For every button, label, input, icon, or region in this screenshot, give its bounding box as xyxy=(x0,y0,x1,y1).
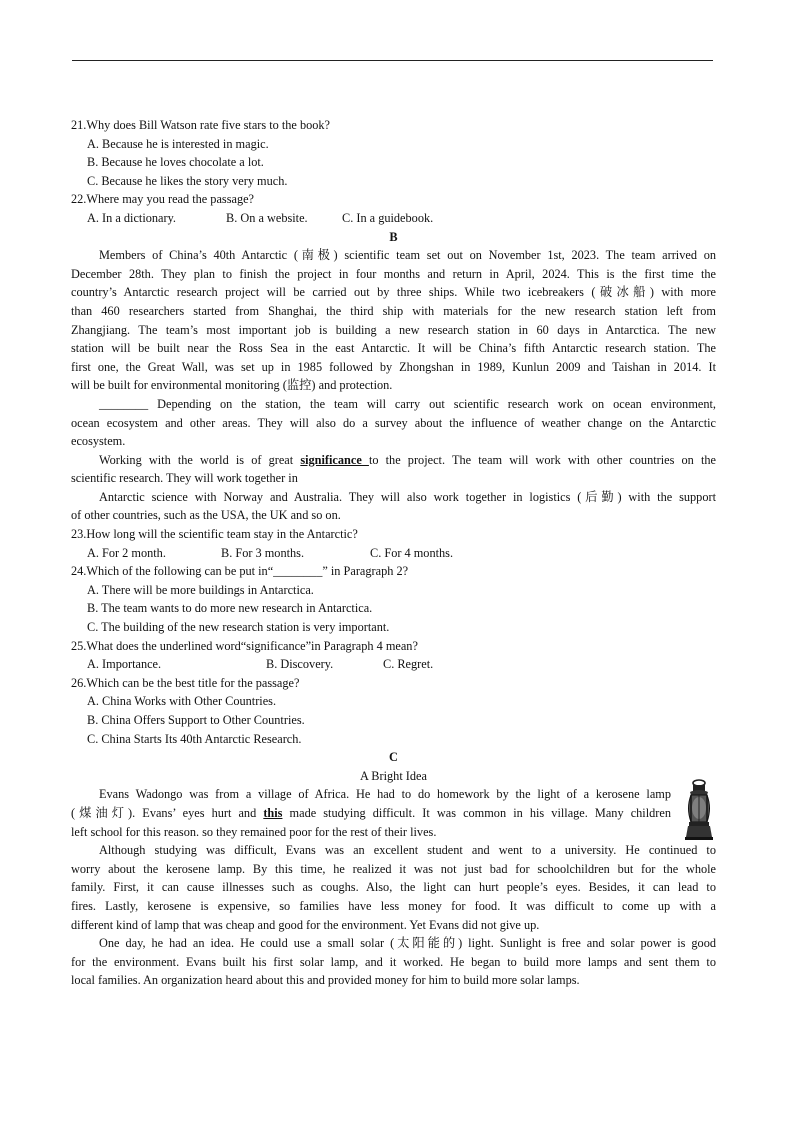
q25-stem: 25.What does the underlined word“significance”in Paragraph 4 mean? xyxy=(71,638,418,653)
q26-stem: 26.Which can be the best title for the passage? xyxy=(71,675,300,690)
b-p2-text: Depending on the station, the team will carry out scientific research work on ocean environment, xyxy=(148,396,716,411)
b-p1-line: than 460 researchers started from Shanghai, the third ship with materials for the new research station left from xyxy=(71,303,716,318)
c-p2-line: fires. Lastly, kerosene is expensive, so families have less money for food. It was difficult to come up with a xyxy=(71,898,716,913)
b-p3-line: scientific research. They will work together in xyxy=(71,471,298,486)
q25-option-b: B. Discovery. xyxy=(266,657,334,672)
b-p1-line: station will be built near the Ross Sea in the east Antarctic. It will be China’s fifth Antarctic research station. The xyxy=(71,341,716,356)
c-p2-line: Although studying was difficult, Evans was an excellent student and went to a university. He continued to xyxy=(99,843,716,858)
q22-stem: 22.Where may you read the passage? xyxy=(71,192,255,207)
section-b-paragraph-2 xyxy=(71,395,716,451)
q24-stem: 24.Which of the following can be put in“________” in Paragraph 2? xyxy=(71,564,409,579)
q21-option-c: C. Because he likes the story very much. xyxy=(87,173,288,188)
c-p3-line: One day, he had an idea. He could use a small solar (太阳能的) light. Sunlight is free and solar power is good xyxy=(99,936,716,951)
q25-option-a: A. Importance. xyxy=(87,657,162,672)
q24-option-c: C. The building of the new research station is very important. xyxy=(87,620,390,635)
q26-option-b: B. China Offers Support to Other Countries. xyxy=(87,713,305,727)
section-b-paragraph-4 xyxy=(71,488,716,525)
exam-page xyxy=(71,116,716,990)
section-b-heading: B xyxy=(389,229,398,244)
section-b-paragraph-1 xyxy=(71,246,716,395)
section-c-paragraph-2 xyxy=(71,841,716,934)
blank-line: ________ xyxy=(99,396,149,411)
q26-option-a: A. China Works with Other Countries. xyxy=(87,694,277,709)
c-p1-line xyxy=(71,804,671,823)
c-p1-text: (煤油灯). Evans’ eyes hurt and xyxy=(71,805,264,820)
section-c-heading: C xyxy=(389,750,398,765)
b-p1-line: will be built for environmental monitoring (监控) and protection. xyxy=(71,378,393,393)
q22-option-b: B. On a website. xyxy=(226,210,308,225)
q23-option-c: C. For 4 months. xyxy=(370,545,454,560)
q24-option-a: A. There will be more buildings in Antarctica. xyxy=(87,582,314,597)
b-p1-line: country’s Antarctic research project will be carried out by three ships. While two icebreakers (破冰船) with more xyxy=(71,285,716,300)
q25-options xyxy=(71,655,716,674)
b-p3-line xyxy=(71,451,716,470)
q21-option-a: A. Because he is interested in magic. xyxy=(87,136,269,151)
b-p2-line xyxy=(71,395,716,414)
c-p1-text: made studying difficult. It was common in his village. Many children xyxy=(282,805,671,820)
c-p2-line: worry about the kerosene lamp. By this time, he realized it was not just bad for schoolchildren but for the whole xyxy=(71,861,716,876)
b-p4-line: Antarctic science with Norway and Australia. They will also work together in logistics (后勤) with the support xyxy=(99,489,716,504)
section-c-paragraph-1 xyxy=(71,785,671,841)
c-p2-line: different kind of lamp that was cheap and good for the environment. Yet Evans did not give up. xyxy=(71,917,540,932)
c-p3-line: for the environment. Evans built his first solar lamp, and it worked. He began to build more lamps and sent them to xyxy=(71,954,716,969)
q22-options xyxy=(71,209,716,228)
q22-option-c: C. In a guidebook. xyxy=(342,210,434,225)
q22-option-a: A. In a dictionary. xyxy=(87,210,177,225)
b-p3-text: to the project. The team will work with other countries on the xyxy=(368,452,716,467)
q23-options xyxy=(71,544,716,563)
b-p1-line: first one, the Great Wall, was set up in 1985 followed by Zhongshan in 1989, Kunlun 2009 and Taishan in 2014. It xyxy=(71,359,716,374)
q24-option-b: B. The team wants to do more new research in Antarctica. xyxy=(87,601,373,616)
q21-stem: 21.Why does Bill Watson rate five stars to the book? xyxy=(71,118,331,132)
c-p2-line: family. First, it can cause illnesses such as coughs. Also, the light can hurt people’s eyes. Besides, it can lead to xyxy=(71,880,716,895)
c-p1-line: left school for this reason. so they remained poor for the rest of their lives. xyxy=(71,824,437,839)
b-p3-text: Working with the world is of great xyxy=(99,452,301,467)
b-p1-line: Members of China’s 40th Antarctic (南极) scientific team set out on November 1st, 2023. The team arrived on xyxy=(99,248,716,263)
b-p1-line: Zhangjiang. The team’s most important job is building a new research station in 60 days in Antarctica. The new xyxy=(71,322,716,337)
section-c-paragraph-3 xyxy=(71,934,716,990)
q23-option-a: A. For 2 month. xyxy=(87,545,166,560)
c-p1-line: Evans Wadongo was from a village of Africa. He had to do homework by the light of a kerosene lamp xyxy=(99,787,671,802)
b-p2-line: ecosystem. xyxy=(71,434,126,449)
q25-option-c: C. Regret. xyxy=(383,657,434,672)
kerosene-lamp-icon xyxy=(683,778,715,840)
header-rule xyxy=(72,60,713,61)
c-p3-line: local families. An organization heard about this and provided money for him to build more solar lamps. xyxy=(71,973,580,988)
q21-option-b: B. Because he loves chocolate a lot. xyxy=(87,155,264,170)
passage-title: A Bright Idea xyxy=(360,768,427,783)
underlined-word-this: this xyxy=(263,805,283,820)
section-b-paragraph-3 xyxy=(71,451,716,488)
q26-option-c: C. China Starts Its 40th Antarctic Research. xyxy=(87,731,302,746)
q23-option-b: B. For 3 months. xyxy=(221,545,305,560)
b-p4-line: of other countries, such as the USA, the UK and so on. xyxy=(71,508,341,523)
b-p2-line: ocean ecosystem and other areas. They will also do a survey about the influence of weather change on the Antarctic xyxy=(71,415,716,430)
q23-stem: 23.How long will the scientific team stay in the Antarctic? xyxy=(71,527,358,542)
underlined-word-significance: significance xyxy=(300,452,369,467)
b-p1-line: December 28th. They plan to finish the project in four months and return in April, 2024. This is the first time the xyxy=(71,266,716,281)
